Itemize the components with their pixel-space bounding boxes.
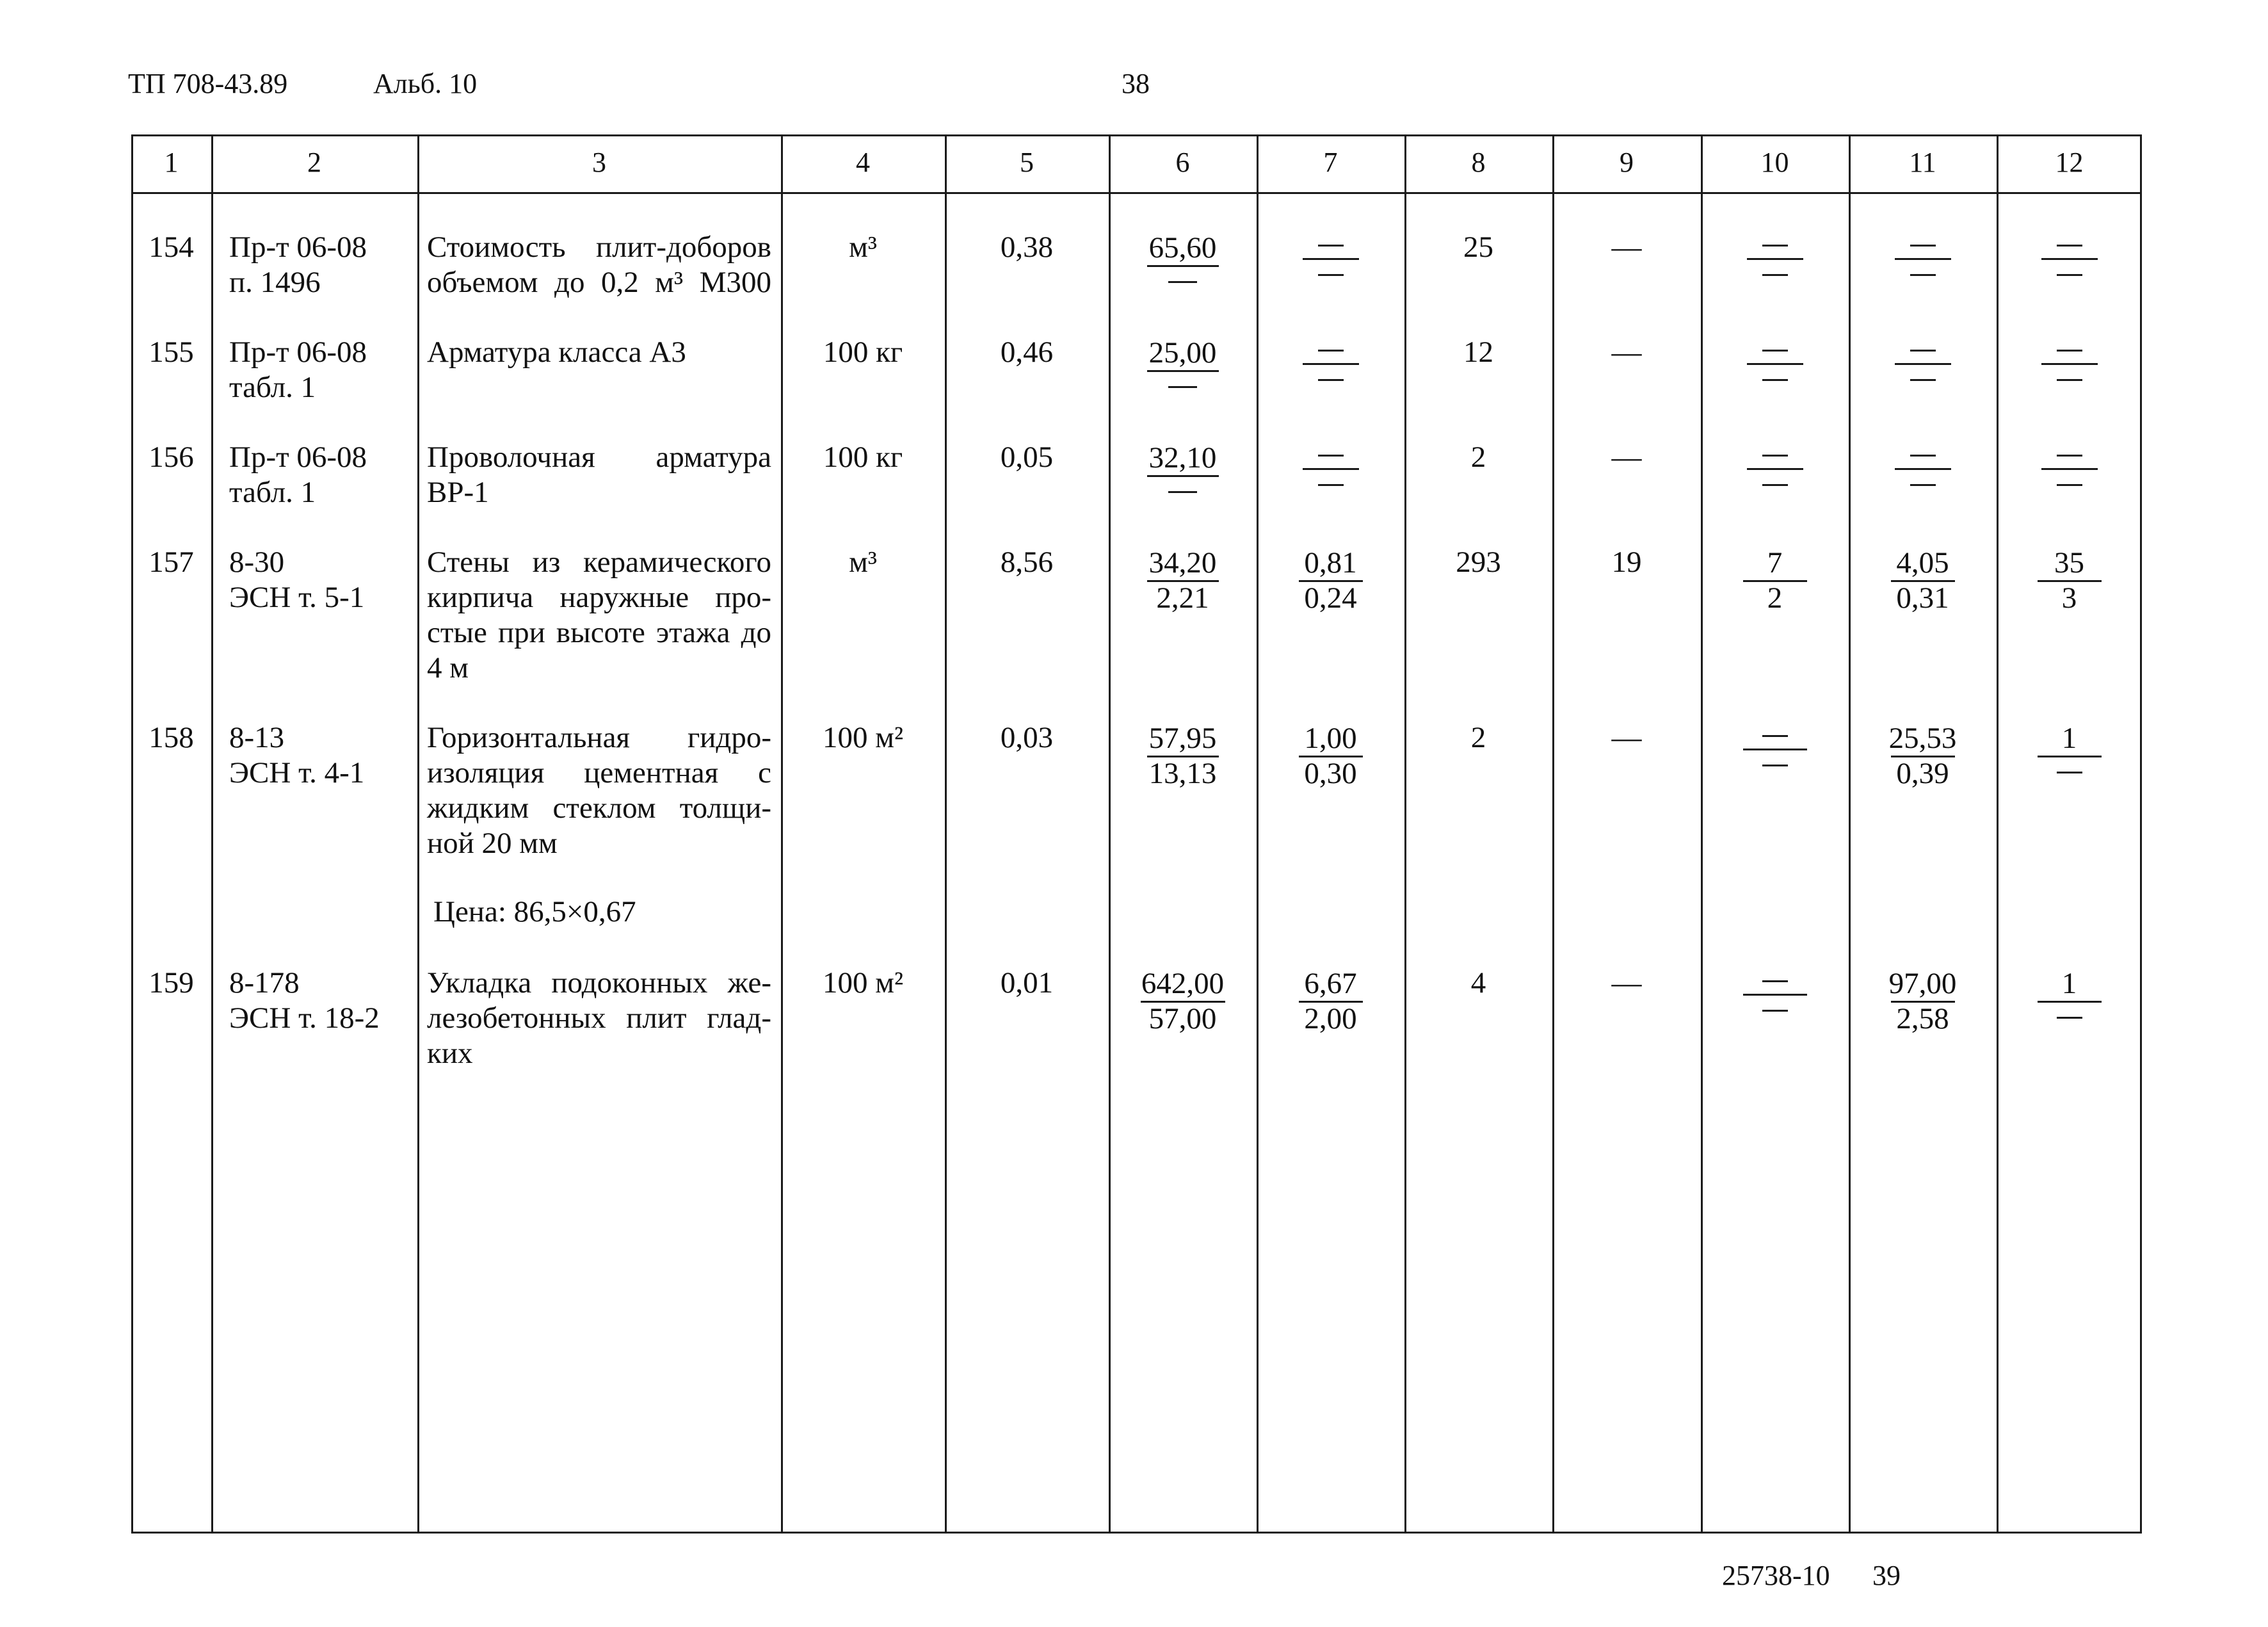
col-divider (417, 134, 419, 1534)
fraction-col7: 6,67 2,00 (1260, 967, 1401, 1035)
col-divider (1701, 134, 1703, 1534)
row-col9: — (1611, 336, 1642, 369)
row-description: Горизонтальная гидро- изоляция цементная с жидким стеклом толщи- ной 20 мм (427, 721, 771, 860)
col-divider (1257, 134, 1259, 1534)
column-header: 5 (1020, 147, 1034, 178)
column-header: 9 (1620, 147, 1634, 178)
row-col9: — (1611, 721, 1642, 754)
column-header: 3 (592, 147, 606, 178)
album-label: Альб. 10 (373, 68, 478, 99)
row-quantity: 0,01 (1000, 966, 1054, 1000)
row-col8: 12 (1463, 336, 1493, 369)
column-header: 1 (164, 147, 179, 178)
fraction-col10: 7 2 (1704, 547, 1846, 614)
fraction-col11 (1852, 232, 1993, 276)
row-col9: — (1611, 441, 1642, 474)
fraction-col12 (2000, 337, 2139, 381)
fraction-col12 (2000, 232, 2139, 276)
row-description: Укладка подоконных же- лезобетонных плит глад- ких (427, 966, 771, 1070)
row-col9: 19 (1611, 546, 1642, 579)
row-reference: Пр-т 06-08 табл. 1 (229, 336, 367, 404)
col-divider (1997, 134, 1999, 1534)
col-divider (945, 134, 947, 1534)
col-divider (1404, 134, 1406, 1534)
row-number: 155 (149, 336, 194, 369)
fraction-col6: 34,20 2,21 (1112, 547, 1253, 614)
col-divider (1552, 134, 1554, 1534)
fraction-col10 (1704, 337, 1846, 381)
column-header: 2 (307, 147, 321, 178)
column-header: 11 (1909, 147, 1936, 178)
col-divider (1849, 134, 1851, 1534)
row-reference: 8-30 ЭСН т. 5-1 (229, 546, 365, 614)
row-reference: Пр-т 06-08 табл. 1 (229, 441, 367, 509)
row-quantity: 0,46 (1000, 336, 1054, 369)
row-number: 154 (149, 231, 194, 264)
fraction-col6: 642,00 57,00 (1141, 967, 1225, 1035)
column-header: 4 (856, 147, 870, 178)
row-quantity: 8,56 (1000, 546, 1054, 579)
row-quantity: 0,03 (1000, 721, 1054, 754)
fraction-col10 (1704, 722, 1846, 766)
fraction-col11 (1852, 442, 1993, 486)
column-header: 7 (1323, 147, 1338, 178)
row-description: Стоимость плит-доборов объемом до 0,2 м³ М300 (427, 231, 771, 299)
fraction-col12: 35 3 (2000, 547, 2139, 614)
fraction-col7: 0,81 0,24 (1260, 547, 1401, 614)
row-reference: Пр-т 06-08 п. 1496 (229, 231, 367, 299)
footer-code: 25738-10 (1722, 1560, 1830, 1591)
row-unit: 100 кг (823, 336, 903, 369)
row-reference: 8-178 ЭСН т. 18-2 (229, 966, 380, 1035)
fraction-col12: 1 (2000, 722, 2139, 773)
row-description: Стены из керамического кирпича наружные про- стые при высоте этажа до 4 м (427, 546, 771, 684)
fraction-col6: 32,10 (1112, 442, 1253, 493)
row-description: Арматура класса А3 (427, 336, 686, 369)
column-header: 8 (1471, 147, 1486, 178)
fraction-col11: 4,05 0,31 (1852, 547, 1993, 614)
row-col8: 293 (1456, 546, 1501, 579)
header-rule (131, 192, 2142, 194)
row-col8: 25 (1463, 231, 1493, 264)
doc-code: ТП 708-43.89 (128, 68, 288, 99)
row-number: 157 (149, 546, 194, 579)
col-divider (781, 134, 783, 1534)
col-divider (1109, 134, 1111, 1534)
fraction-col10 (1704, 442, 1846, 486)
row-col8: 2 (1470, 721, 1486, 754)
page-number: 38 (1122, 68, 1150, 99)
row-quantity: 0,38 (1000, 231, 1054, 264)
fraction-col11 (1852, 337, 1993, 381)
row-number: 158 (149, 721, 194, 754)
fraction-col7 (1260, 442, 1401, 486)
row-description: Проволочная арматура ВР-1 (427, 441, 771, 509)
footer-page: 39 (1872, 1560, 1901, 1591)
fraction-col12 (2000, 442, 2139, 486)
fraction-col6: 25,00 (1112, 337, 1253, 388)
fraction-col6: 65,60 (1112, 232, 1253, 283)
fraction-col12: 1 (2000, 967, 2139, 1019)
col-divider (211, 134, 213, 1534)
fraction-col10 (1704, 232, 1846, 276)
row-quantity: 0,05 (1000, 441, 1054, 474)
fraction-col11: 25,53 0,39 (1888, 722, 1957, 790)
row-unit: м³ (849, 546, 877, 579)
row-col9: — (1611, 231, 1642, 264)
row-number: 156 (149, 441, 194, 474)
row-reference: 8-13 ЭСН т. 4-1 (229, 721, 365, 789)
row-unit: 100 м² (822, 966, 904, 1000)
fraction-col11: 97,00 2,58 (1888, 967, 1957, 1035)
row-unit: 100 кг (823, 441, 903, 474)
column-header: 6 (1175, 147, 1190, 178)
fraction-col7 (1260, 337, 1401, 381)
row-unit: 100 м² (822, 721, 904, 754)
row-col9: — (1611, 966, 1642, 1000)
row-number: 159 (149, 966, 194, 1000)
fraction-col6: 57,95 13,13 (1112, 722, 1253, 789)
fraction-col7 (1260, 232, 1401, 276)
price-note: Цена: 86,5×0,67 (433, 895, 636, 928)
column-header: 10 (1760, 147, 1789, 178)
fraction-col10 (1704, 967, 1846, 1012)
fraction-col7: 1,00 0,30 (1260, 722, 1401, 789)
row-col8: 4 (1470, 966, 1486, 1000)
row-col8: 2 (1470, 441, 1486, 474)
row-unit: м³ (849, 231, 877, 264)
column-header: 12 (2055, 147, 2084, 178)
